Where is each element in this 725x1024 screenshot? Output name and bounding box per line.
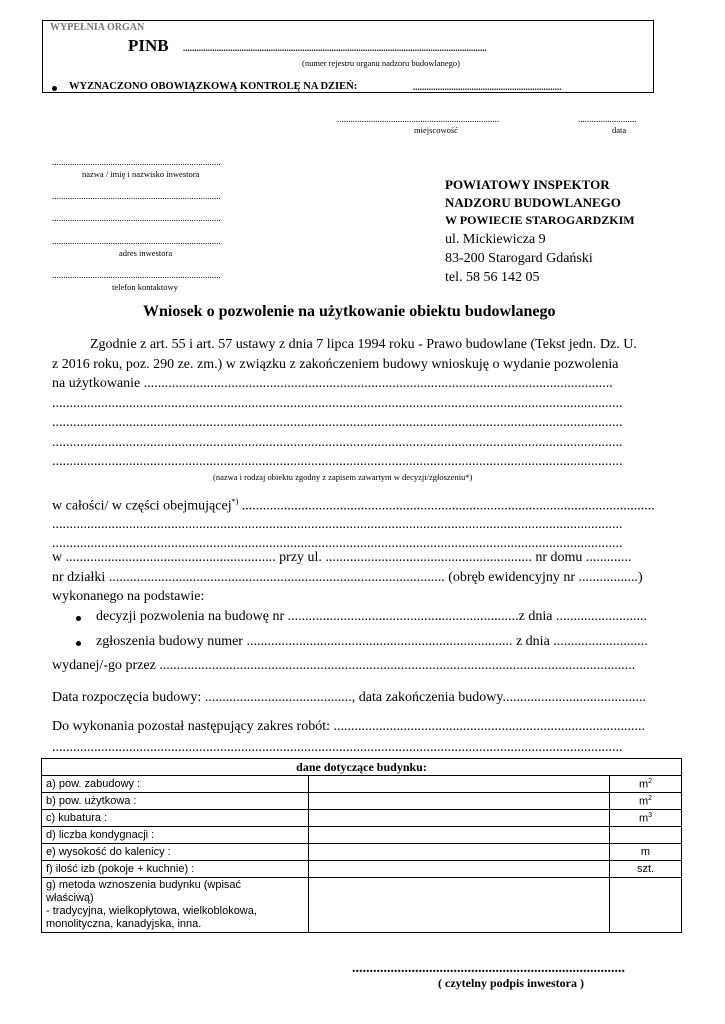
control-label: WYZNACZONO OBOWIĄZKOWĄ KONTROLĘ NA DZIEŃ: <box>69 81 358 92</box>
plot-line[interactable]: nr działki ................................................................................................ (obręb ewidencyjny nr .................) <box>52 570 643 585</box>
unit-text: szt. <box>636 863 655 875</box>
unit-cell <box>610 793 682 810</box>
recipient-phone: tel. 58 56 142 05 <box>445 270 540 285</box>
unit-cell <box>610 776 682 793</box>
scope-field-2[interactable]: ................................................................................................................................................................... <box>52 517 623 532</box>
document-title: Wniosek o pozwolenie na użytkowanie obiektu budowlanego <box>143 303 556 320</box>
object-field-3[interactable]: ................................................................................................................................................................... <box>52 435 623 450</box>
unit-cell <box>610 878 682 933</box>
unit-text: m <box>638 795 649 808</box>
table-row <box>42 861 682 878</box>
table-row <box>42 776 682 793</box>
investor-address-field-2[interactable]: ........................................................................... <box>52 213 221 223</box>
object-field-2[interactable]: ................................................................................................................................................................... <box>52 415 623 430</box>
issued-by-line[interactable]: wydanej/-go przez ........................................................................................................................................ <box>52 658 636 673</box>
table-row <box>42 844 682 861</box>
unit-text: m <box>638 778 649 791</box>
investor-address-field-3[interactable]: ........................................................................... <box>52 236 221 246</box>
remaining-works-field[interactable]: ................................................................................................................................................................... <box>52 740 623 755</box>
recipient-line-2: NADZORU BUDOWLANEGO <box>445 195 621 210</box>
investor-phone-caption: telefon kontaktowy <box>112 282 178 292</box>
scope-field-3[interactable]: ................................................................................................................................................................... <box>52 536 623 551</box>
scope-line <box>52 497 655 515</box>
unit-cell <box>610 827 682 844</box>
value-cell[interactable] <box>309 810 610 827</box>
bullet-icon <box>52 86 57 91</box>
table-header-row <box>42 759 682 776</box>
value-cell[interactable] <box>309 878 610 933</box>
unit-exponent: 3 <box>648 811 653 819</box>
basis-decision-line[interactable]: decyzji pozwolenia na budowę nr ..................................................................z dnia .......................... <box>96 609 647 624</box>
date-field[interactable]: .......................... <box>578 114 637 124</box>
scope-field[interactable]: ...................................................................................................................... <box>241 498 655 514</box>
body-paragraph-line-1: Zgodnie z art. 55 i art. 57 ustawy z dnia 7 lipca 1994 roku - Prawo budowlane (Tekst jedn. Dz. U. <box>90 337 637 352</box>
organ-box-header: WYPEŁNIA ORGAN <box>50 22 145 33</box>
unit-cell <box>610 861 682 878</box>
value-cell[interactable] <box>309 776 610 793</box>
method-label-cell <box>42 878 309 933</box>
remaining-works-line[interactable]: Do wykonania pozostał następujący zakres robót: ......................................................................................... <box>52 719 645 734</box>
place-field[interactable]: ........................................................................ <box>337 114 499 124</box>
row-label: c) kubatura : <box>42 810 309 827</box>
row-label: f) ilość izb (pokoje + kuchnie) : <box>42 861 309 878</box>
control-date-field[interactable]: .................................................................. <box>413 82 562 92</box>
recipient-street: ul. Mickiewicza 9 <box>445 232 546 247</box>
table-row <box>42 878 682 933</box>
value-cell[interactable] <box>309 861 610 878</box>
register-number-field[interactable]: ....................................................................................................................................... <box>183 43 487 53</box>
investor-phone-field[interactable]: ........................................................................... <box>52 270 221 280</box>
recipient-city: 83-200 Starogard Gdański <box>445 251 593 266</box>
table-row <box>42 793 682 810</box>
unit-text: m <box>638 812 649 825</box>
building-data-table <box>41 758 682 933</box>
pinb-label: PINB <box>128 36 169 55</box>
unit-cell <box>610 844 682 861</box>
signature-caption: ( czytelny podpis inwestora ) <box>438 976 584 990</box>
value-cell[interactable] <box>309 844 610 861</box>
unit-exponent: 2 <box>648 794 653 802</box>
row-label: a) pow. zabudowy : <box>42 776 309 793</box>
table-row <box>42 827 682 844</box>
method-label-line-3: - tradycyjna, wielkopłytowa, wielkoblokowa, <box>46 905 257 917</box>
basis-label: wykonanego na podstawie: <box>52 589 205 604</box>
investor-name-field[interactable]: ........................................................................... <box>52 157 221 167</box>
recipient-line-3: W POWIECIE STAROGARDZKIM <box>445 213 635 227</box>
unit-exponent: 2 <box>648 777 653 785</box>
date-caption: data <box>612 125 627 135</box>
bullet-icon <box>76 616 81 621</box>
object-field-4[interactable]: ................................................................................................................................................................... <box>52 454 623 469</box>
table-header: dane dotyczące budynku: <box>42 759 682 776</box>
unit-text: m <box>640 846 651 858</box>
table-row <box>42 810 682 827</box>
scope-label: w całości/ w części obejmującej <box>52 498 232 514</box>
basis-notification-line[interactable]: zgłoszenia budowy numer ............................................................................ z dnia ........................... <box>96 634 648 649</box>
row-label: e) wysokość do kalenicy : <box>42 844 309 861</box>
location-line[interactable]: w ............................................................ przy ul. ........................................................... nr domu ............. <box>52 550 632 565</box>
body-paragraph-line-3[interactable]: na użytkowanie ...................................................................................................................................... <box>52 376 613 391</box>
body-paragraph-line-2: z 2016 roku, poz. 290 ze. zm.) w związku z zakończeniem budowy wnioskuję o wydanie pozwolenia <box>52 357 619 372</box>
method-label-line-4: monolityczna, kanadyjska, inna. <box>46 918 202 930</box>
recipient-line-1: POWIATOWY INSPEKTOR <box>445 177 610 192</box>
scope-footnote-mark: *) <box>231 497 239 506</box>
method-label-line-1: g) metoda wznoszenia budynku (wpisać <box>46 879 242 891</box>
object-caption: (nazwa i rodzaj obiektu zgodny z zapisem zawartym w decyzji/zgłoszeniu*) <box>213 472 473 482</box>
construction-dates-line[interactable]: Data rozpoczęcia budowy: .........................................., data zakończenia budowy......................................... <box>52 690 646 705</box>
signature-field[interactable]: .............................................................................. <box>352 961 625 976</box>
investor-address-field-1[interactable]: ........................................................................... <box>52 191 221 201</box>
register-caption: (numer rejestru organu nadzoru budowlanego) <box>302 58 460 68</box>
value-cell[interactable] <box>309 827 610 844</box>
object-field-1[interactable]: ................................................................................................................................................................... <box>52 396 623 411</box>
method-label-line-2: właściwą) <box>46 892 94 904</box>
value-cell[interactable] <box>309 793 610 810</box>
bullet-icon <box>76 641 81 646</box>
row-label: d) liczba kondygnacji : <box>42 827 309 844</box>
unit-cell <box>610 810 682 827</box>
place-caption: miejscowość <box>414 125 458 135</box>
row-label: b) pow. użytkowa : <box>42 793 309 810</box>
investor-address-caption: adres inwestora <box>119 248 173 258</box>
investor-name-caption: nazwa / imię i nazwisko inwestora <box>82 169 200 179</box>
